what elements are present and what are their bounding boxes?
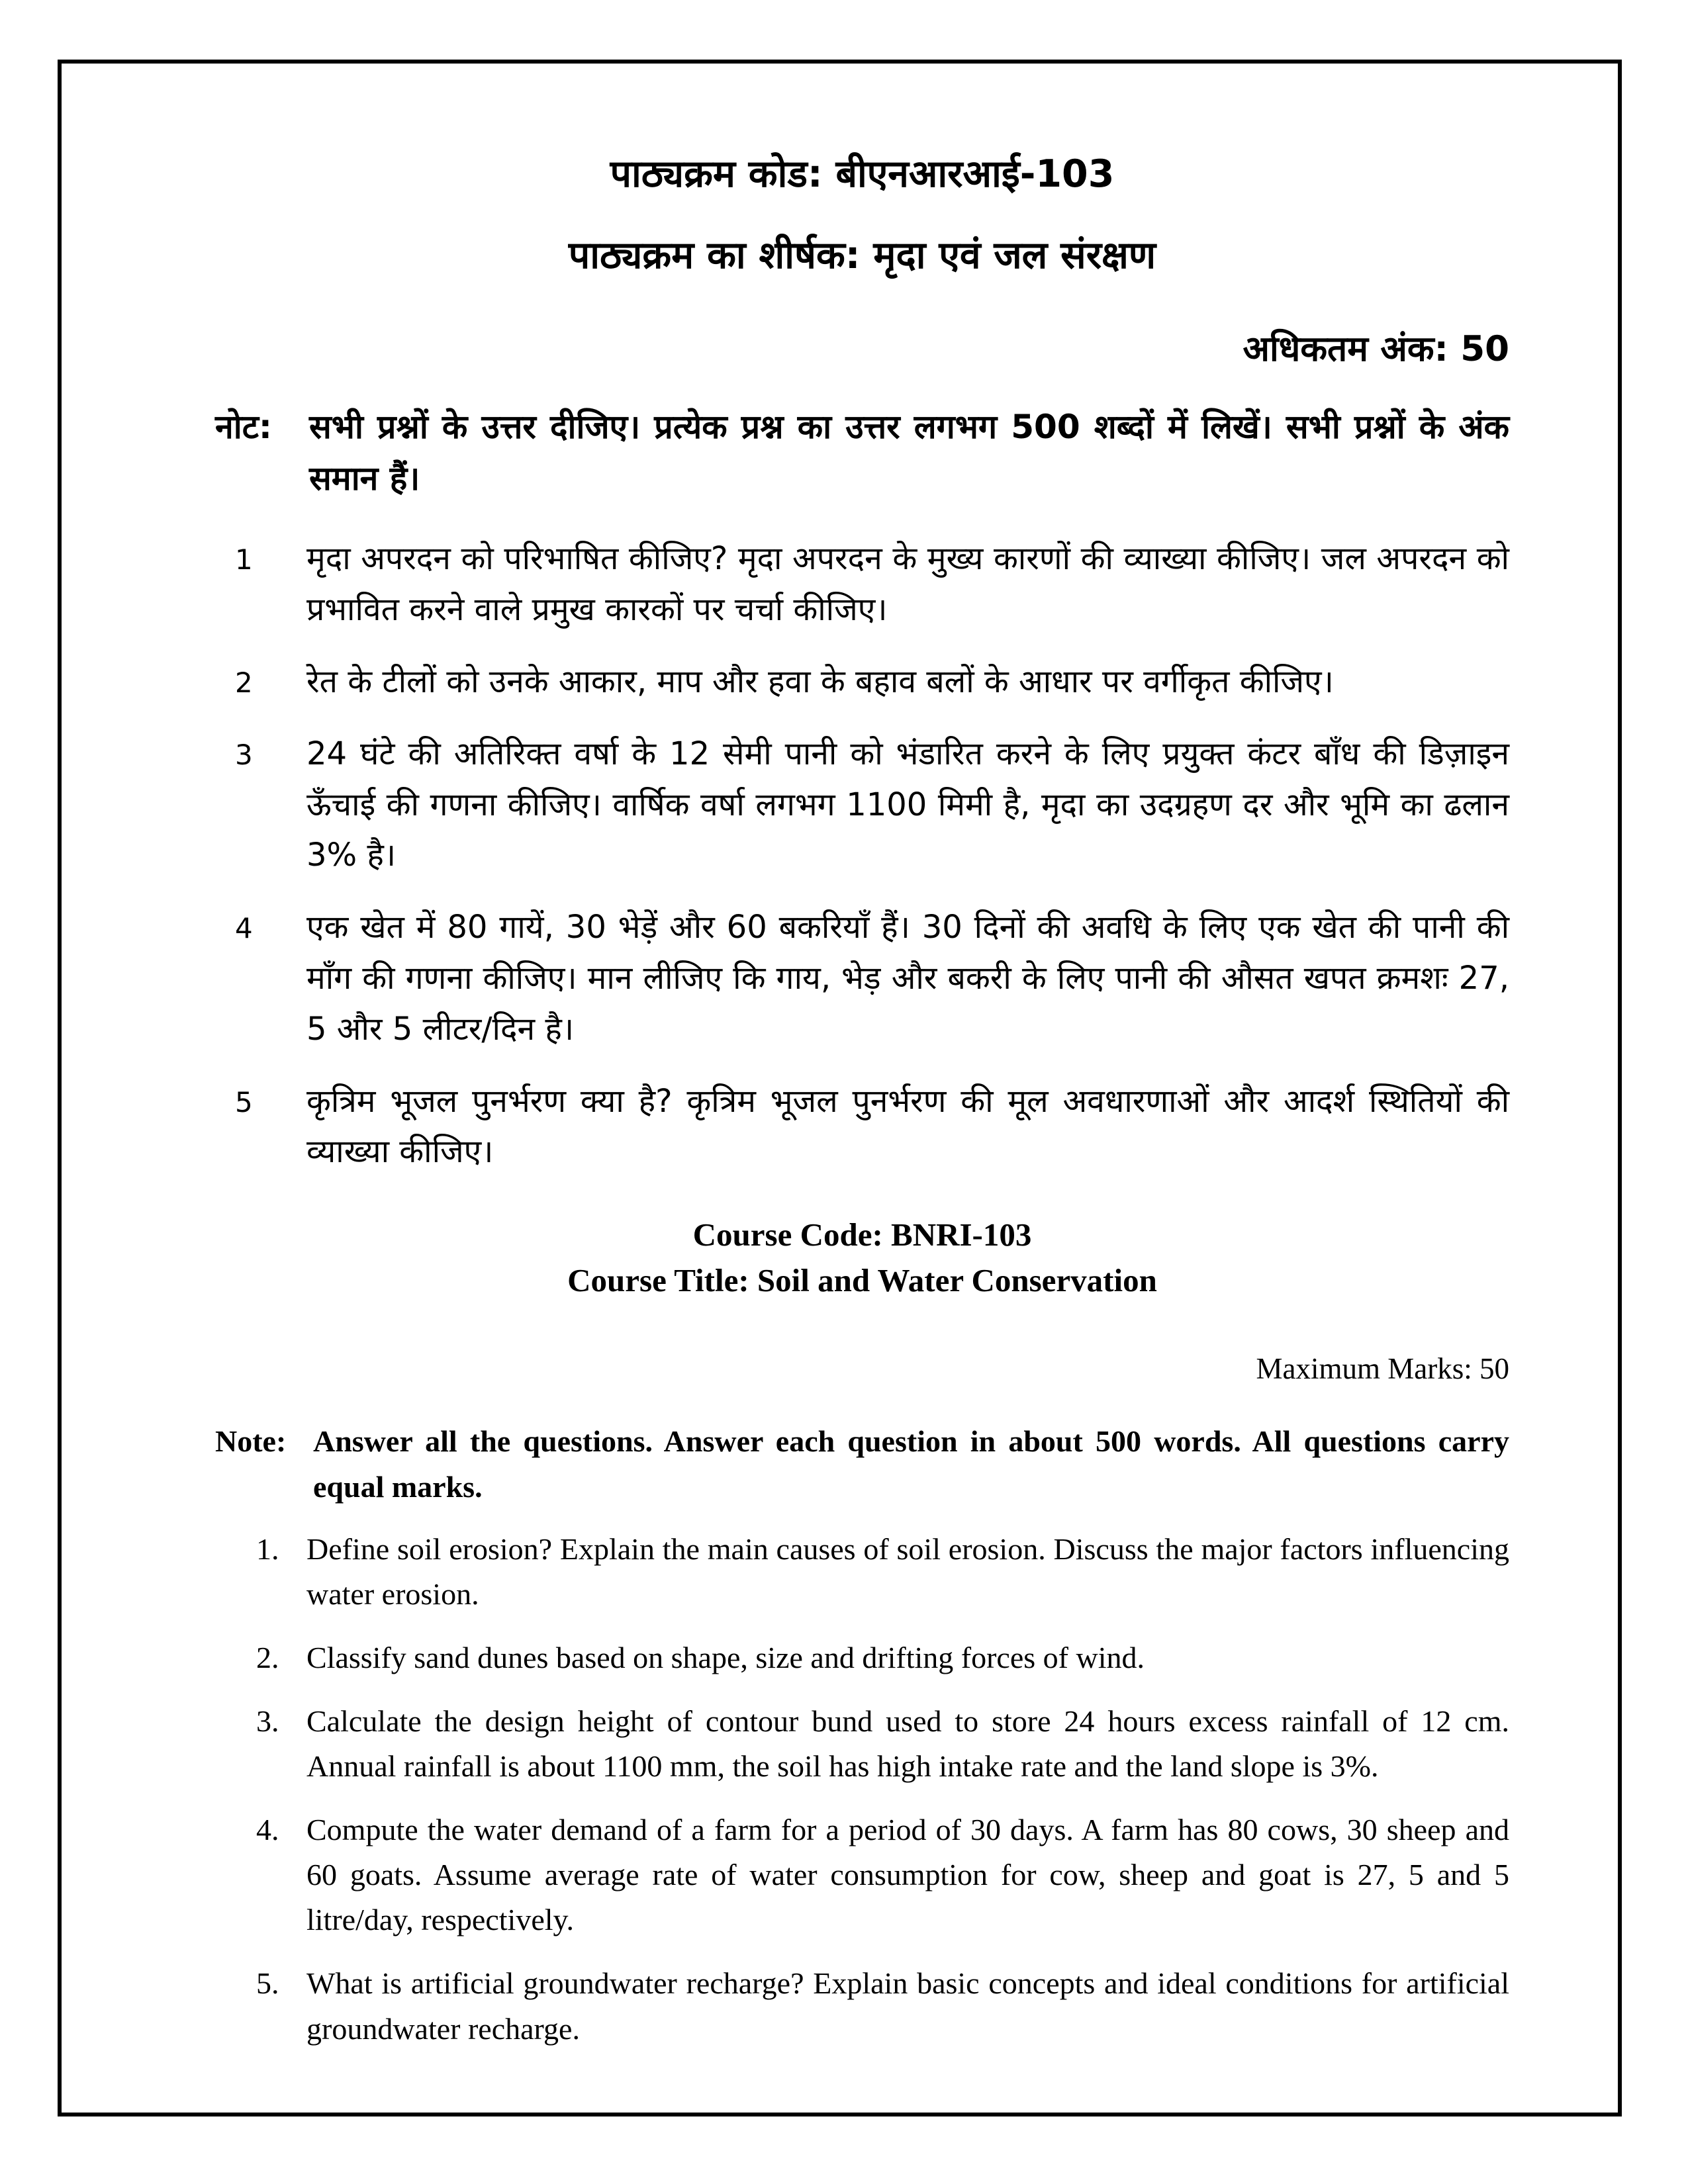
english-question-row-5 [215,1961,1509,2051]
question-text: Calculate the design height of contour bund used to store 24 hours excess rainfall of 12 cm. Annual rainfall is about 1100 mm, the soil has high intake rate and the land slope is 3%. [306,1704,1509,1784]
question-text: रेत के टीलों को उनके आकार, माप और हवा के बहाव बलों के आधार पर वर्गीकृत कीजिए। [306,663,1334,701]
question-text: Classify sand dunes based on shape, size and drifting forces of wind. [306,1640,1145,1674]
question-text: Compute the water demand of a farm for a period of 30 days. A farm has 80 cows, 30 sheep and 60 goats. Assume average rate of water consumption for cow, sheep and goat is 27, 5 and 5 litre/day, respectively. [306,1813,1509,1937]
english-note [215,1418,1509,1510]
question-number: 1. [256,1531,279,1566]
english-note-text: Answer all the questions. Answer each question in about 500 words. All questions carry equal marks. [313,1424,1509,1504]
english-question-row-4 [215,1807,1509,1942]
question-text: Define soil erosion? Explain the main causes of soil erosion. Discuss the major factors influencing water erosion. [306,1531,1509,1611]
english-question-list [215,1527,1509,2052]
english-question-row-3 [215,1699,1509,1789]
hindi-max-marks: अधिकतम अंक: 50 [1243,329,1509,370]
question-text: 24 घंटे की अतिरिक्त वर्षा के 12 सेमी पानी को भंडारित करने के लिए प्रयुक्त कंटर बाँध की डिज़ाइन ऊँचाई की गणना कीजिए। वार्षिक वर्षा लगभग 1100 मिमी है, मृदा का उदग्रहण दर और भूमि का ढलान 3% है। [306,735,1509,874]
question-text: कृत्रिम भूजल पुनर्भरण क्या है? कृत्रिम भूजल पुनर्भरण की मूल अवधारणाओं और आदर्श स्थितियों की व्याख्या कीजिए। [306,1082,1509,1171]
hindi-question-row-2 [215,657,1509,707]
question-number: 2 [235,666,253,700]
english-max-marks: Maximum Marks: 50 [1256,1351,1509,1385]
hindi-question-list [215,533,1509,1177]
hindi-note [215,402,1509,504]
question-text: एक खेत में 80 गायें, 30 भेड़ें और 60 बकरियाँ हैं। 30 दिनों की अवधि के लिए एक खेत की पानी की माँग की गणना कीजिए। मान लीजिए कि गाय, भेड़ और बकरी के लिए पानी की औसत खपत क्रमशः 27, 5 और 5 लीटर/दिन है। [306,909,1509,1048]
english-note-label: Note: [215,1424,287,1458]
question-number: 3. [256,1704,279,1739]
english-course-title-heading: Course Title: Soil and Water Conservation [567,1262,1157,1299]
hindi-course-title-heading: पाठ्यक्रम का शीर्षक: मृदा एवं जल संरक्षण [568,233,1156,277]
question-number: 4 [235,912,253,945]
hindi-course-code-heading: पाठ्यक्रम कोड: बीएनआरआई-103 [610,152,1115,196]
english-course-code-heading: Course Code: BNRI-103 [692,1216,1032,1253]
english-section [215,1216,1509,2051]
question-number: 2. [256,1640,279,1674]
page-content [215,147,1509,2052]
question-text: मृदा अपरदन को परिभाषित कीजिए? मृदा अपरदन के मुख्य कारणों की व्याख्या कीजिए। जल अपरदन को प्रभावित करने वाले प्रमुख कारकों पर चर्चा कीजिए। [306,540,1509,629]
question-text: What is artificial groundwater recharge? Explain basic concepts and ideal conditions for artificial groundwater recharge. [306,1966,1509,2046]
hindi-note-label: नोट: [215,408,272,447]
question-number: 5 [235,1085,253,1118]
hindi-question-row-3 [215,729,1509,881]
question-number: 4. [256,1813,279,1847]
hindi-question-row-5 [215,1076,1509,1178]
question-number: 5. [256,1966,279,2001]
english-question-row-1 [215,1527,1509,1617]
hindi-note-text: सभी प्रश्नों के उत्तर दीजिए। प्रत्येक प्रश्न का उत्तर लगभग 500 शब्दों में लिखें। सभी प्रश्नों के अंक समान हैं। [309,408,1509,498]
hindi-question-row-4 [215,902,1509,1054]
question-number: 3 [235,738,253,771]
hindi-section [215,147,1509,1177]
hindi-question-row-1 [215,533,1509,635]
english-question-row-2 [215,1635,1509,1680]
question-number: 1 [235,543,253,576]
